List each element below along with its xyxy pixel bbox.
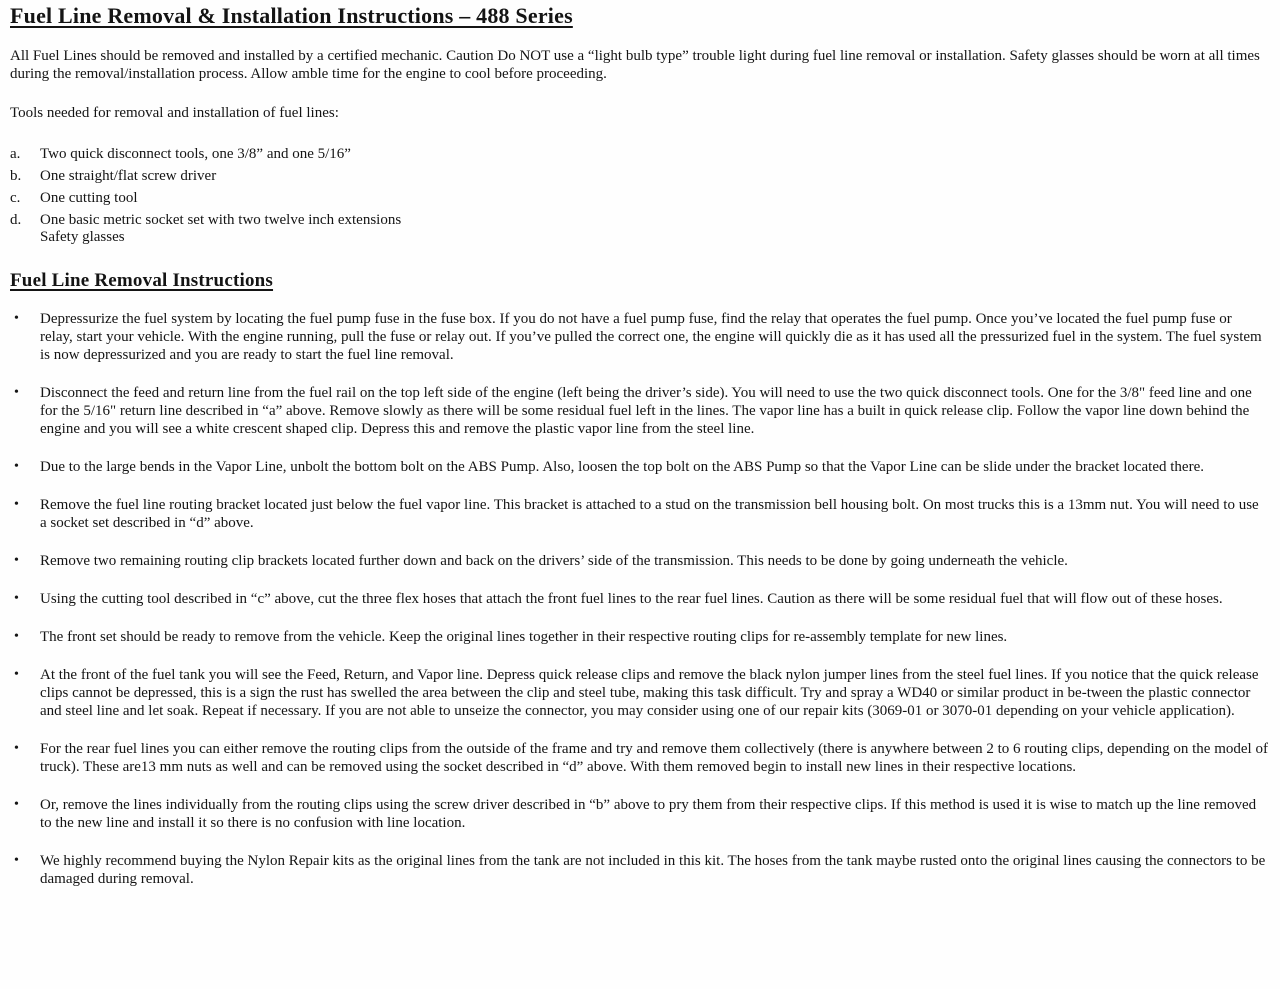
tools-list [10,146,1268,246]
step-item [10,852,1268,888]
step-text: Using the cutting tool described in “c” above, cut the three flex hoses that attach the front fuel lines to the rear fuel lines. Caution as there will be some residual fuel that will flow out of these hoses. [40,591,1223,607]
step-text: Remove two remaining routing clip brackets located further down and back on the drivers’ side of the transmission. This needs to be done by going underneath the vehicle. [40,553,1068,569]
step-item [10,458,1268,476]
step-item [10,310,1268,364]
step-text: Disconnect the feed and return line from the fuel rail on the top left side of the engine (left being the driver’s side). You will need to use the two quick disconnect tools. One for the 3/8" feed line and one for the 5/16" return line described in “a” above. Remove slowly as there will be some residual fuel left in the lines. The vapor line has a built in quick release clip. Follow the vapor line down behind the engine and you will see a white crescent shaped clip. Depress this and remove the plastic vapor line from the steel line. [40,385,1252,437]
step-item [10,796,1268,832]
bullet-marker: • [14,497,19,512]
tools-heading: Tools needed for removal and installation of fuel lines: [10,105,339,121]
tool-item-d [10,212,1268,246]
bullet-marker: • [14,459,19,474]
step-item [10,740,1268,776]
tool-text: One cutting tool [40,190,138,206]
step-item [10,590,1268,608]
bullet-marker: • [14,853,19,868]
tool-marker: d. [10,212,22,228]
step-text: At the front of the fuel tank you will see the Feed, Return, and Vapor line. Depress quick release clips and remove the black nylon jumper lines from the steel fuel lines. If you notice that the quick release clips cannot be depressed, this is a sign the rust has swelled the area between the clip and steel tube, making this task difficult. Try and spray a WD40 or similar product in be-tween the plastic connector and steel line and let soak. Repeat if necessary. If you are not able to unseize the connector, you may consider using one of our repair kits (3069-01 or 3070-01 depending on your vehicle application). [40,667,1259,719]
bullet-marker: • [14,385,19,400]
bullet-marker: • [14,741,19,756]
tool-item-b [10,168,1268,185]
tool-text: One straight/flat screw driver [40,168,217,184]
step-item [10,552,1268,570]
bullet-marker: • [14,797,19,812]
bullet-marker: • [14,667,19,682]
tool-text-line1: One basic metric socket set with two twelve inch extensions [40,212,402,228]
bullet-marker: • [14,629,19,644]
tool-item-a [10,146,1268,163]
tool-marker: c. [10,190,21,206]
step-text: Due to the large bends in the Vapor Line, unbolt the bottom bolt on the ABS Pump. Also, loosen the top bolt on the ABS Pump so that the Vapor Line can be slide under the bracket located there. [40,459,1204,475]
steps-list [10,310,1268,888]
step-text: Depressurize the fuel system by locating the fuel pump fuse in the fuse box. If you do not have a fuel pump fuse, find the relay that operates the fuel pump. Once you’ve located the fuel pump fuse or relay, start your vehicle. With the engine running, pull the fuse or relay out. If you’ve pulled the correct one, the engine will quickly die as it has used all the pressurized fuel in the system. The fuel system is now depressurized and you are ready to start the fuel line removal. [40,311,1262,363]
tool-text [40,212,1268,246]
step-item [10,628,1268,646]
step-item [10,496,1268,532]
intro-paragraph: All Fuel Lines should be removed and installed by a certified mechanic. Caution Do NOT use a “light bulb type” trouble light during fuel line removal or installation. Safety glasses should be worn at all times during the removal/installation process. Allow amble time for the engine to cool before proceeding. [10,48,1260,82]
step-text: Remove the fuel line routing bracket located just below the fuel vapor line. This bracket is attached to a stud on the transmission bell housing bolt. On most trucks this is a 13mm nut. You will need to use a socket set described in “d” above. [40,497,1259,531]
step-text: The front set should be ready to remove from the vehicle. Keep the original lines together in their respective routing clips for re-assembly template for new lines. [40,629,1008,645]
step-text: We highly recommend buying the Nylon Repair kits as the original lines from the tank are not included in this kit. The hoses from the tank maybe rusted onto the original lines causing the connectors to be damaged during removal. [40,853,1266,887]
step-text: For the rear fuel lines you can either remove the routing clips from the outside of the frame and try and remove them collectively (there is anywhere between 2 to 6 routing clips, depending on the model of truck). These are13 mm nuts as well and can be removed using the socket described in “d” above. With them removed begin to install new lines in their respective locations. [40,741,1268,775]
tool-text-line2: Safety glasses [40,229,125,245]
tool-marker: b. [10,168,22,184]
document-title: Fuel Line Removal & Installation Instructions – 488 Series [10,3,573,28]
step-item [10,666,1268,720]
tool-text: Two quick disconnect tools, one 3/8” and one 5/16” [40,146,351,162]
step-item [10,384,1268,438]
tool-item-c [10,190,1268,207]
bullet-marker: • [14,311,19,326]
section-heading: Fuel Line Removal Instructions [10,270,274,291]
tool-marker: a. [10,146,21,162]
bullet-marker: • [14,553,19,568]
bullet-marker: • [14,591,19,606]
step-text: Or, remove the lines individually from the routing clips using the screw driver described in “b” above to pry them from their respective clips. If this method is used it is wise to match up the line removed to the new line and install it so there is no confusion with line location. [40,797,1257,831]
